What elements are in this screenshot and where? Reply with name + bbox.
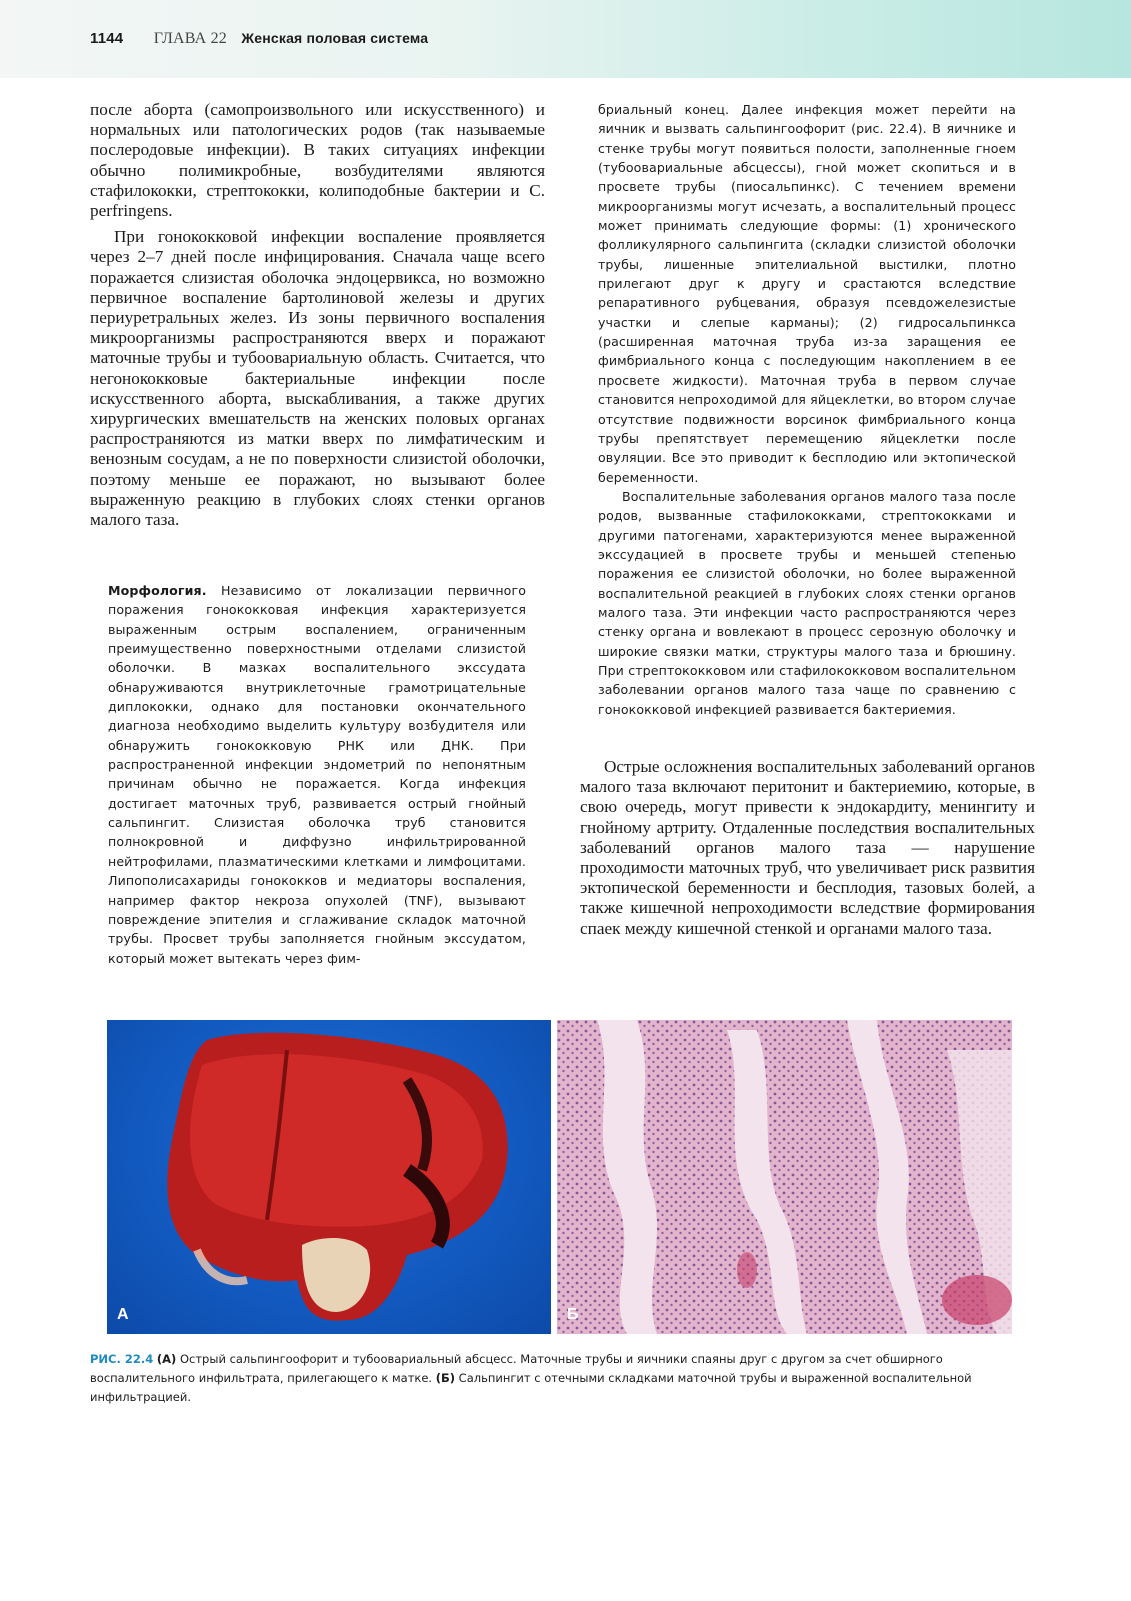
morphology-lead: Морфология.	[108, 583, 207, 598]
figure-photo-a	[107, 1020, 551, 1334]
figure-histology-b	[557, 1020, 1012, 1334]
figure-label-b: Б	[567, 1306, 579, 1323]
caption-text-b: Сальпингит с отечными складками маточной трубы и выраженной воспалительной инфильтрацией.	[90, 1371, 972, 1404]
left-column	[90, 100, 545, 530]
caption-tag-a: (А)	[156, 1352, 177, 1366]
right-paragraph-1: бриальный конец. Далее инфекция может перейти на яичник и вызвать сальпингоофорит (рис. 22.4). В яичнике и стенке трубы могут появиться полости, заполненные гноем (тубоовариальные абсцессы), гной может скопиться и в просвете трубы (пиосальпинкс). С течением времени микроорганизмы могут исчезать, а воспалительный процесс может принимать следующие формы: (1) хронического фолликулярного сальпингита (складки слизистой оболочки трубы, лишенные эпителиальной выстилки, плотно прилегают друг к другу и срастаются вследствие репаративного рубцевания, образуя псевдожелезистые участки и слепые карманы); (2) гидросальпинкса (расширенная маточная труба из-за заращения ее фимбриального конца с последующим накоплением в ее просвете жидкости). Маточная труба в первом случае становится непроходимой для яйцеклетки, во втором случае отсутствие подвижности ворсинок фимбриального конца трубы препятствует перемещению яйцеклетки после овуляции. Все это приводит к бесплодию или эктопической беременности.	[598, 102, 1016, 485]
page-header	[0, 0, 1131, 78]
right-paragraph-2: Воспалительные заболевания органов малого таза после родов, вызванные стафилококками, стрептококками и другими патогенами, характеризуются менее выраженной экссудацией в просвете трубы и меньшей степенью поражения ее слизистой оболочки, но более выраженной воспалительной реакцией в глубоких слоях стенки органов малого таза. Эти инфекции часто распространяются через стенку органа и вовлекают в процесс серозную оболочку и широкие связки матки, структуры малого таза и брюшину. При стрептококковом или стафилококковом воспалительном заболевании органов малого таза чаще по сравнению с гонококковой инфекцией развивается бактериемия.	[598, 488, 1016, 717]
page-number: 1144	[90, 30, 124, 47]
morphology-text: Независимо от локализации первичного поражения гонококковая инфекция характеризуется выраженным острым воспалением, ограниченным преимущественно поверхностными отделами слизистой оболочки. В мазках воспалительного экссудата обнаруживаются внутриклеточные грамотрицательные диплококки, однако для постановки окончательного диагноза необходимо выделить культуру возбудителя или обнаружить гонококковую РНК или ДНК. При распространенной инфекции эндометрий по непонятным причинам обычно не поражается. Когда инфекция достигает маточных труб, развивается острый гнойный сальпингит. Слизистая оболочка труб становится полнокровной и диффузно инфильтрированной нейтрофилами, плазматическими клетками и лимфоцитами. Липополисахариды гонококков и медиаторы воспаления, например фактор некроза опухолей (TNF), вызывают повреждение эпителия и сглаживание складок маточной трубы. Просвет трубы заполняется гнойным экссудатом, который может вытекать через фим-	[108, 583, 526, 966]
left-paragraph-2: При гонококковой инфекции воспаление проявляется через 2–7 дней после инфицирования. Сначала чаще всего поражается слизистая оболочка эндоцервикса, но возможно первичное воспаление бартолиновой железы и других периуретральных желез. Из зоны первичного воспаления микроорганизмы распространяются вверх и поражают маточные трубы и тубоовариальную область. Считается, что негонококковые бактериальные инфекции после искусственного аборта, выскабливания, а также других хирургических вмешательств на женских половых органах распространяются из матки вверх по лимфатическим и венозным сосудам, а не по поверхности слизистой оболочки, поэтому меньше ее поражают, но вызывают более выраженную реакцию в глубоких слоях стенки органов малого таза.	[90, 227, 545, 530]
specimen-illustration	[107, 1020, 551, 1334]
figure-label-a: А	[117, 1306, 129, 1323]
figure-number: РИС. 22.4	[90, 1352, 154, 1366]
histology-illustration	[557, 1020, 1012, 1334]
right-paragraph-3: Острые осложнения воспалительных заболеваний органов малого таза включают перитонит и бактериемию, которые, в свою очередь, могут привести к эндокардиту, менингиту и гнойному артриту. Отдаленные последствия воспалительных заболеваний органов малого таза — нарушение проходимости маточных труб, что увеличивает риск развития эктопической беременности и бесплодия, тазовых болей, а также кишечной непроходимости вследствие формирования спаек между кишечной стенкой и органами малого таза.	[580, 757, 1035, 938]
figure-caption	[90, 1350, 1040, 1407]
chapter-title: Женская половая система	[241, 30, 429, 46]
chapter-label: ГЛАВА 22	[153, 30, 227, 47]
morphology-section	[108, 581, 526, 968]
right-column	[598, 100, 1016, 719]
caption-tag-b: (Б)	[435, 1371, 456, 1385]
left-paragraph-1: после аборта (самопроизвольного или искусственного) и нормальных или патологических родов (так называемые послеродовые инфекции). В таких ситуациях инфекции обычно полимикробные, возбудителями являются стафилококки, стрептококки, колиподобные бактерии и C. perfringens.	[90, 100, 545, 221]
caption-text-a: Острый сальпингоофорит и тубоовариальный абсцесс. Маточные трубы и яичники спаяны друг с другом за счет обширного воспалительного инфильтрата, прилегающего к матке.	[90, 1352, 943, 1385]
morphology-paragraph	[108, 581, 526, 968]
complications-section	[580, 757, 1035, 939]
